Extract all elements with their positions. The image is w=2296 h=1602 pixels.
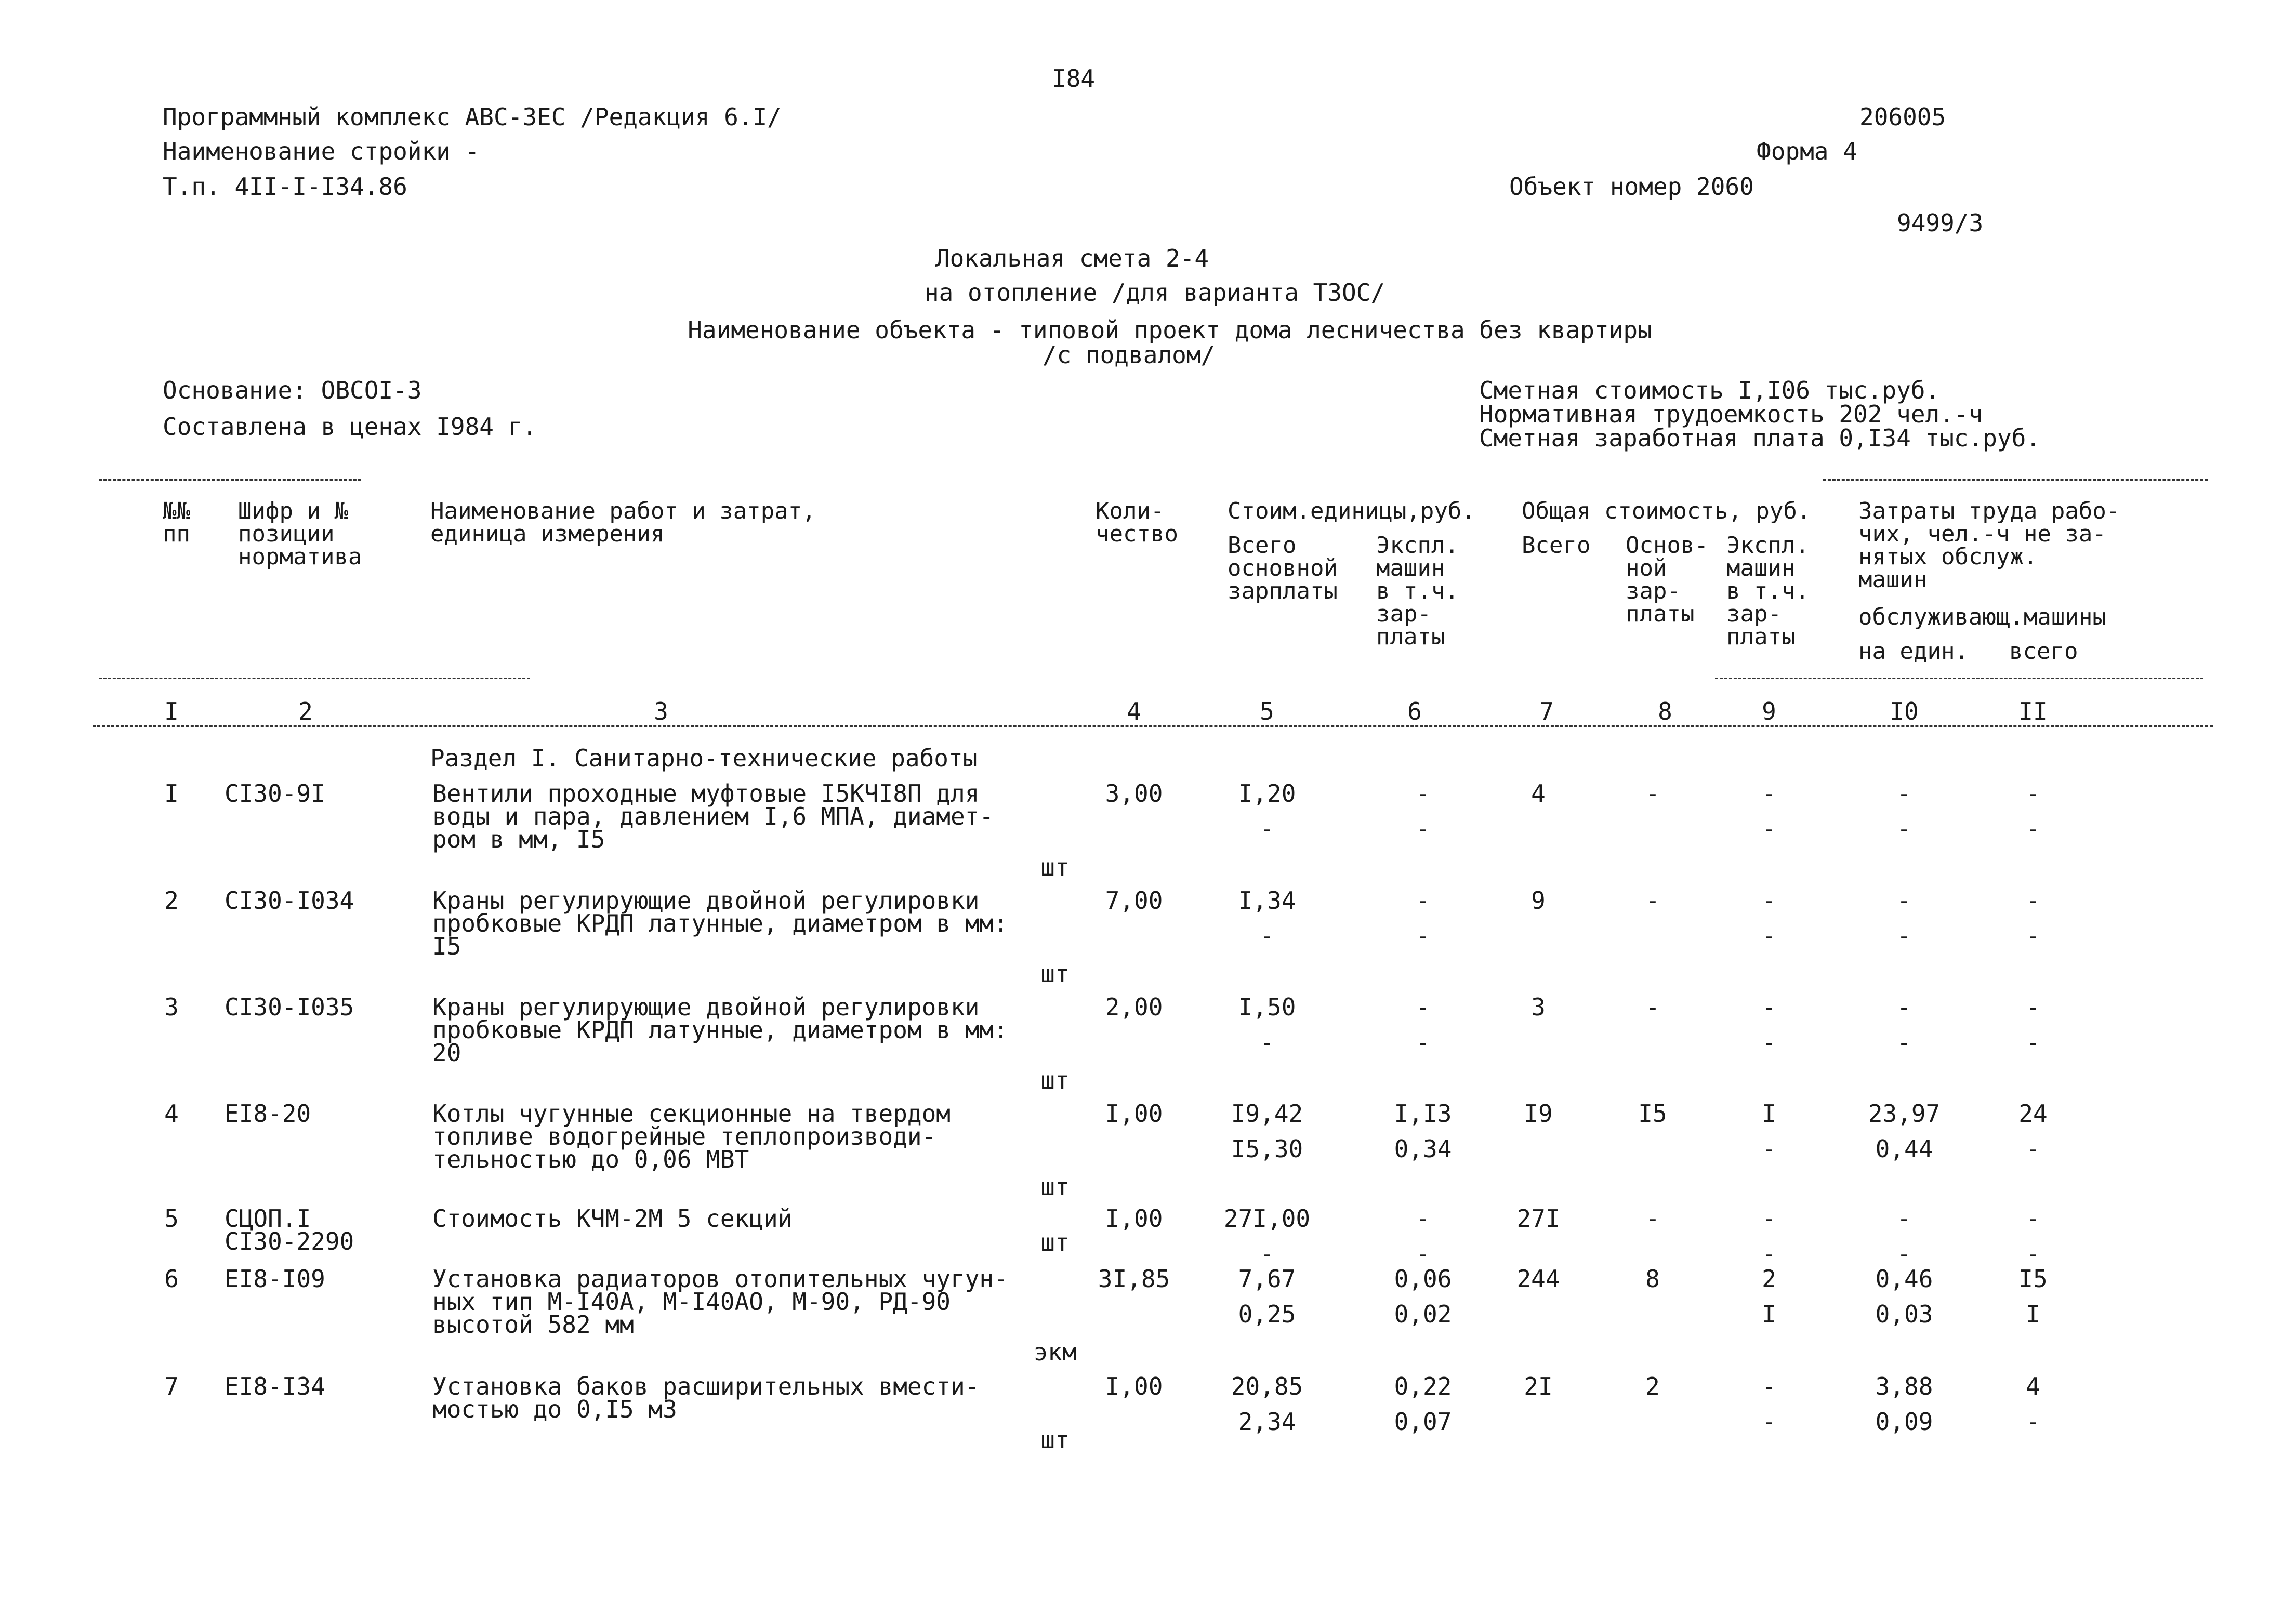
row-c11: -: [2026, 1204, 2040, 1233]
row-unit: экм: [1033, 1338, 1077, 1366]
tp-line: Т.п. 4II-I-I34.86: [163, 173, 407, 201]
row-c9: 2: [1762, 1265, 1776, 1293]
row-c10: 0,44: [1875, 1135, 1933, 1163]
row-c8: -: [1645, 779, 1660, 807]
row-c5: I9,42: [1231, 1100, 1303, 1128]
row-code: СЦОП.I: [225, 1204, 311, 1233]
col-per-unit-header: на един.: [1858, 638, 1969, 665]
row-unit: шт: [1040, 1228, 1070, 1256]
header-rule-left: [99, 479, 361, 481]
row-c9: -: [1762, 1204, 1776, 1233]
row-c10: -: [1897, 779, 1911, 807]
row-c9: -: [1762, 1372, 1776, 1400]
row-c10: 0,46: [1875, 1265, 1933, 1293]
row-c6: 0,06: [1394, 1265, 1452, 1293]
row-c9: -: [1762, 922, 1776, 950]
row-unit: шт: [1040, 960, 1070, 988]
row-c6: -: [1416, 815, 1430, 843]
row-number: 7: [164, 1372, 179, 1400]
estimate-subtitle: на отопление /для варианта ТЗОС/: [924, 279, 1385, 307]
row-name-line: I5: [432, 932, 461, 960]
row-c11: 24: [2018, 1100, 2048, 1128]
col-num-header: №№ пп: [163, 498, 190, 547]
row-c8: -: [1645, 1204, 1660, 1233]
row-c9: -: [1762, 1028, 1776, 1056]
row-c10: -: [1897, 1240, 1911, 1268]
row-number: 5: [164, 1204, 179, 1233]
row-c9: -: [1762, 886, 1776, 915]
col-unit-cost-header: Стоим.единицы,руб.: [1228, 498, 1475, 524]
row-code: СI30-2290: [225, 1227, 354, 1255]
row-name-line: 20: [432, 1039, 461, 1067]
row-name-line: топливе водогрейные теплопроизводи-: [432, 1122, 936, 1150]
row-c5: -: [1260, 1240, 1274, 1268]
row-code: ЕI8-20: [225, 1100, 311, 1128]
row-code: СI30-I035: [225, 993, 354, 1021]
estimate-title: Локальная смета 2-4: [935, 244, 1209, 272]
row-c5: 0,25: [1238, 1300, 1296, 1328]
row-c11: -: [2026, 1028, 2040, 1056]
normative-labor: Нормативная трудоемкость 202 чел.-ч: [1479, 400, 1983, 428]
page-number: I84: [1052, 64, 1096, 92]
row-c11: -: [2026, 993, 2040, 1021]
colnum-10: I0: [1890, 697, 1919, 725]
row-c9: -: [1762, 815, 1776, 843]
row-c5: I,20: [1238, 779, 1296, 807]
row-c11: -: [2026, 922, 2040, 950]
row-unit: шт: [1040, 853, 1070, 881]
row-c11: -: [2026, 779, 2040, 807]
object-number: Объект номер 2060: [1509, 173, 1754, 201]
row-c9: -: [1762, 779, 1776, 807]
col-unit-machines-header: Экспл. машин в т.ч. зар- платы: [1376, 532, 1459, 650]
row-c10: 0,09: [1875, 1408, 1933, 1436]
object-name: Наименование объекта - типовой проект дома лесничества без квартиры: [688, 316, 1652, 344]
row-quantity: 7,00: [1105, 886, 1163, 915]
row-c8: I5: [1638, 1100, 1667, 1128]
col-name-header: Наименование работ и затрат, единица измерения: [430, 498, 816, 547]
row-name-line: Котлы чугунные секционные на твердом: [432, 1100, 951, 1128]
row-name-line: тельностью до 0,06 МВТ: [432, 1145, 749, 1173]
row-c10: -: [1897, 886, 1911, 915]
colnum-5: 5: [1260, 697, 1274, 725]
row-c9: I: [1762, 1100, 1776, 1128]
row-c9: -: [1762, 993, 1776, 1021]
row-number: 3: [164, 993, 179, 1021]
colnum-9: 9: [1762, 697, 1776, 725]
header-rule-right: [1823, 479, 2208, 481]
construction-line: Наименование стройки -: [163, 137, 480, 165]
row-name-line: Стоимость КЧМ-2М 5 секций: [432, 1204, 793, 1233]
row-name-line: мостью до 0,I5 м3: [432, 1395, 677, 1423]
doc-code: 206005: [1859, 103, 1946, 131]
colnum-11: II: [2018, 697, 2048, 725]
row-name-line: ром в мм, I5: [432, 825, 605, 853]
row-c11: I5: [2018, 1265, 2048, 1293]
row-c10: -: [1897, 1028, 1911, 1056]
row-c8: 2: [1645, 1372, 1660, 1400]
row-c5: 27I,00: [1223, 1204, 1311, 1233]
row-name-line: пробковые КРДП латунные, диаметром в мм:: [432, 909, 1008, 937]
col-unit-total-header: Всего основной зарплаты: [1228, 532, 1338, 604]
row-c10: -: [1897, 993, 1911, 1021]
colnum-2: 2: [298, 697, 313, 725]
form-label: Форма 4: [1757, 137, 1857, 165]
row-c7: 27I: [1516, 1204, 1560, 1233]
row-name-line: ных тип М-I40А, М-I40АО, М-90, РД-90: [432, 1288, 951, 1316]
basis-line: Основание: ОВСОI-3: [163, 376, 422, 404]
row-c6: -: [1416, 993, 1430, 1021]
row-unit: шт: [1040, 1173, 1070, 1201]
row-quantity: 2,00: [1105, 993, 1163, 1021]
row-c9: -: [1762, 1408, 1776, 1436]
row-c10: -: [1897, 922, 1911, 950]
row-c7: 3: [1531, 993, 1546, 1021]
rule-under-colnums: [93, 725, 2213, 727]
row-quantity: I,00: [1105, 1204, 1163, 1233]
row-c6: -: [1416, 1240, 1430, 1268]
row-number: I: [164, 779, 179, 807]
row-c7: I9: [1524, 1100, 1553, 1128]
row-c6: 0,07: [1394, 1408, 1452, 1436]
row-c5: 2,34: [1238, 1408, 1296, 1436]
row-c6: -: [1416, 1028, 1430, 1056]
col-total-all-header: Всего: [1522, 532, 1591, 559]
doc-id: 9499/3: [1897, 209, 1984, 237]
rule-under-header-right: [1715, 678, 2203, 679]
colnum-7: 7: [1539, 697, 1554, 725]
row-c10: 0,03: [1875, 1300, 1933, 1328]
colnum-1: I: [164, 697, 179, 725]
row-c9: -: [1762, 1135, 1776, 1163]
row-c5: I,50: [1238, 993, 1296, 1021]
colnum-8: 8: [1658, 697, 1672, 725]
col-labor-sub-header: обслуживающ.машины: [1858, 604, 2106, 630]
row-c7: 244: [1516, 1265, 1560, 1293]
row-quantity: 3,00: [1105, 779, 1163, 807]
row-c11: -: [2026, 1240, 2040, 1268]
row-name-line: Установка баков расширительных вмести-: [432, 1372, 980, 1400]
row-c9: -: [1762, 1240, 1776, 1268]
row-c6: -: [1416, 886, 1430, 915]
col-total-base-header: Основ- ной зар- платы: [1626, 532, 1708, 627]
row-name-line: пробковые КРДП латунные, диаметром в мм:: [432, 1016, 1008, 1044]
row-c5: I5,30: [1231, 1135, 1303, 1163]
row-c5: -: [1260, 922, 1274, 950]
row-c7: 2I: [1524, 1372, 1553, 1400]
row-c5: -: [1260, 1028, 1274, 1056]
row-c6: -: [1416, 922, 1430, 950]
col-total-cost-header: Общая стоимость, руб.: [1522, 498, 1811, 524]
row-name-line: воды и пара, давлением I,6 МПА, диамет-: [432, 802, 994, 830]
row-name-line: Краны регулирующие двойной регулировки: [432, 886, 980, 915]
row-code: ЕI8-I09: [225, 1265, 325, 1293]
row-c11: -: [2026, 1135, 2040, 1163]
row-c8: -: [1645, 993, 1660, 1021]
row-c11: I: [2026, 1300, 2040, 1328]
row-unit: шт: [1040, 1066, 1070, 1094]
row-quantity: I,00: [1105, 1372, 1163, 1400]
row-c11: -: [2026, 886, 2040, 915]
col-code-header: Шифр и № позиции норматива: [238, 498, 362, 570]
row-c6: -: [1416, 779, 1430, 807]
row-c5: 7,67: [1238, 1265, 1296, 1293]
estimated-wages: Сметная заработная плата 0,I34 тыс.руб.: [1479, 424, 2041, 452]
colnum-3: 3: [654, 697, 668, 725]
row-c6: 0,02: [1394, 1300, 1452, 1328]
row-c11: 4: [2026, 1372, 2040, 1400]
row-quantity: I,00: [1105, 1100, 1163, 1128]
row-c10: -: [1897, 1204, 1911, 1233]
row-c5: I,34: [1238, 886, 1296, 915]
program-line: Программный комплекс АВС-ЗЕС /Редакция 6.I/: [163, 103, 782, 131]
row-c8: 8: [1645, 1265, 1660, 1293]
row-c10: -: [1897, 815, 1911, 843]
row-c5: 20,85: [1231, 1372, 1303, 1400]
row-c11: -: [2026, 1408, 2040, 1436]
colnum-6: 6: [1407, 697, 1422, 725]
row-c11: -: [2026, 815, 2040, 843]
row-c6: I,I3: [1394, 1100, 1452, 1128]
row-c8: -: [1645, 886, 1660, 915]
row-code: СI30-I034: [225, 886, 354, 915]
row-name-line: Установка радиаторов отопительных чугун-: [432, 1265, 1008, 1293]
colnum-4: 4: [1127, 697, 1141, 725]
row-code: СI30-9I: [225, 779, 325, 807]
row-unit: шт: [1040, 1426, 1070, 1454]
estimated-cost: Сметная стоимость I,I06 тыс.руб.: [1479, 376, 1940, 404]
row-c9: I: [1762, 1300, 1776, 1328]
col-total-header: всего: [2009, 638, 2078, 665]
row-name-line: высотой 582 мм: [432, 1310, 634, 1339]
row-c7: 4: [1531, 779, 1546, 807]
row-name-line: Краны регулирующие двойной регулировки: [432, 993, 980, 1021]
row-number: 2: [164, 886, 179, 915]
row-c6: 0,34: [1394, 1135, 1452, 1163]
col-total-machines-header: Экспл. машин в т.ч. зар- платы: [1726, 532, 1809, 650]
row-code: ЕI8-I34: [225, 1372, 325, 1400]
section-title: Раздел I. Санитарно-технические работы: [430, 744, 978, 772]
row-c10: 3,88: [1875, 1372, 1933, 1400]
row-c6: 0,22: [1394, 1372, 1452, 1400]
object-name-cont: /с подвалом/: [1042, 341, 1216, 369]
row-number: 4: [164, 1100, 179, 1128]
col-labor-header: Затраты труда рабо- чих, чел.-ч не за- нятых обслуж. машин: [1858, 498, 2120, 593]
row-quantity: 3I,85: [1098, 1265, 1170, 1293]
col-qty-header: Коли- чество: [1096, 498, 1178, 547]
row-number: 6: [164, 1265, 179, 1293]
row-c10: 23,97: [1868, 1100, 1941, 1128]
row-c6: -: [1416, 1204, 1430, 1233]
prices-line: Составлена в ценах I984 г.: [163, 413, 537, 441]
row-c5: -: [1260, 815, 1274, 843]
row-c7: 9: [1531, 886, 1546, 915]
rule-under-header-left: [99, 678, 530, 679]
row-name-line: Вентили проходные муфтовые I5КЧI8П для: [432, 779, 980, 807]
